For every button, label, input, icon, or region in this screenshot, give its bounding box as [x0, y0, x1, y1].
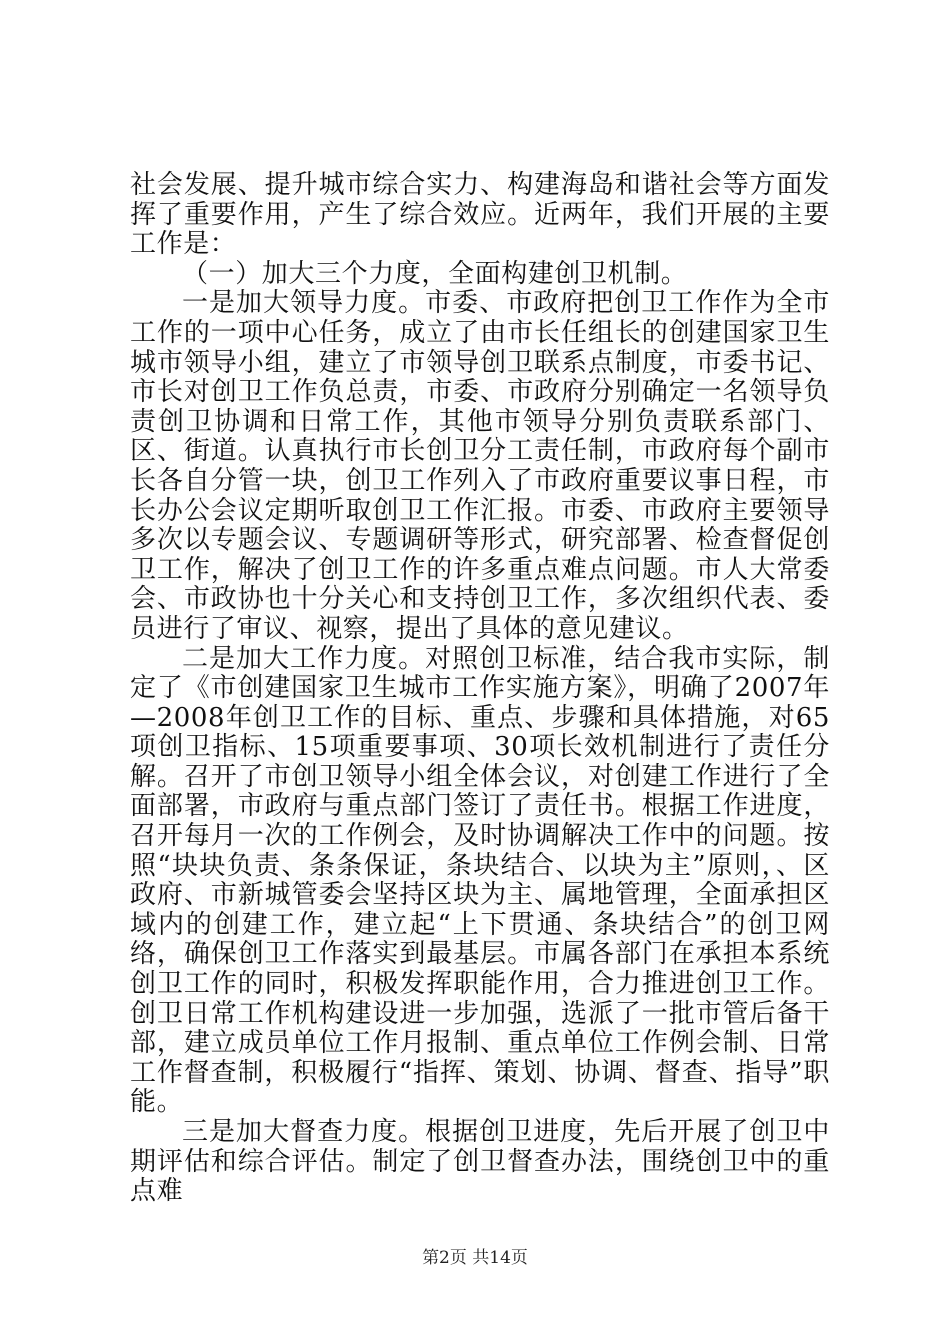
page-footer: 第2页 共14页 — [422, 1248, 528, 1268]
paragraph-work: 二是加大工作力度。对照创卫标准，结合我市实际，制定了《市创建国家卫生城市工作实施方案》，明确了2007年—2008年创卫工作的目标、重点、步骤和具体措施，对65项创卫指标、15项重要事项、30项长效机制进行了责任分解。召开了市创卫领导小组全体会议，对创建工作进行了全面部署，市政府与重点部门签订了责任书。根据工作进度，召开每月一次的工作例会，及时协调解决工作中的问题。按照“块块负责、条条保证，条块结合、以块为主”原则，、区政府、市新城管委会坚持区块为主、属地管理，全面承担区域内的创建工作，建立起“上下贯通、条块结合”的创卫网络，确保创卫工作落实到最基层。市属各部门在承担本系统创卫工作的同时，积极发挥职能作用，合力推进创卫工作。创卫日常工作机构建设进一步加强，选派了一批市管后备干部，建立成员单位工作月报制、重点单位工作例会制、日常工作督查制，积极履行“指挥、策划、协调、督查、指导”职能。 — [130, 643, 830, 1118]
section-heading: （一）加大三个力度，全面构建创卫机制。 — [182, 258, 688, 289]
paragraph-leadership: 一是加大领导力度。市委、市政府把创卫工作作为全市工作的一项中心任务，成立了由市长任组长的创建国家卫生城市领导小组，建立了市领导创卫联系点制度，市委书记、市长对创卫工作负总责，市委、市政府分别确定一名领导负责创卫协调和日常工作，其他市领导分别负责联系部门、区、街道。认真执行市长创卫分工责任制，市政府每个副市长各自分管一块，创卫工作列入了市政府重要议事日程，市长办公会议定期听取创卫工作汇报。市委、市政府主要领导多次以专题会议、专题调研等形式，研究部署、检查督促创卫工作，解决了创卫工作的许多重点难点问题。市人大常委会、市政协也十分关心和支持创卫工作，多次组织代表、委员进行了审议、视察，提出了具体的意见建议。 — [130, 288, 830, 644]
document-body — [130, 171, 830, 1207]
paragraph-supervision: 三是加大督查力度。根据创卫进度，先后开展了创卫中期评估和综合评估。制定了创卫督查办法，围绕创卫中的重点难 — [130, 1117, 830, 1207]
paragraph-continuation: 社会发展、提升城市综合实力、构建海岛和谐社会等方面发挥了重要作用，产生了综合效应。近两年，我们开展的主要工作是： — [130, 170, 830, 260]
